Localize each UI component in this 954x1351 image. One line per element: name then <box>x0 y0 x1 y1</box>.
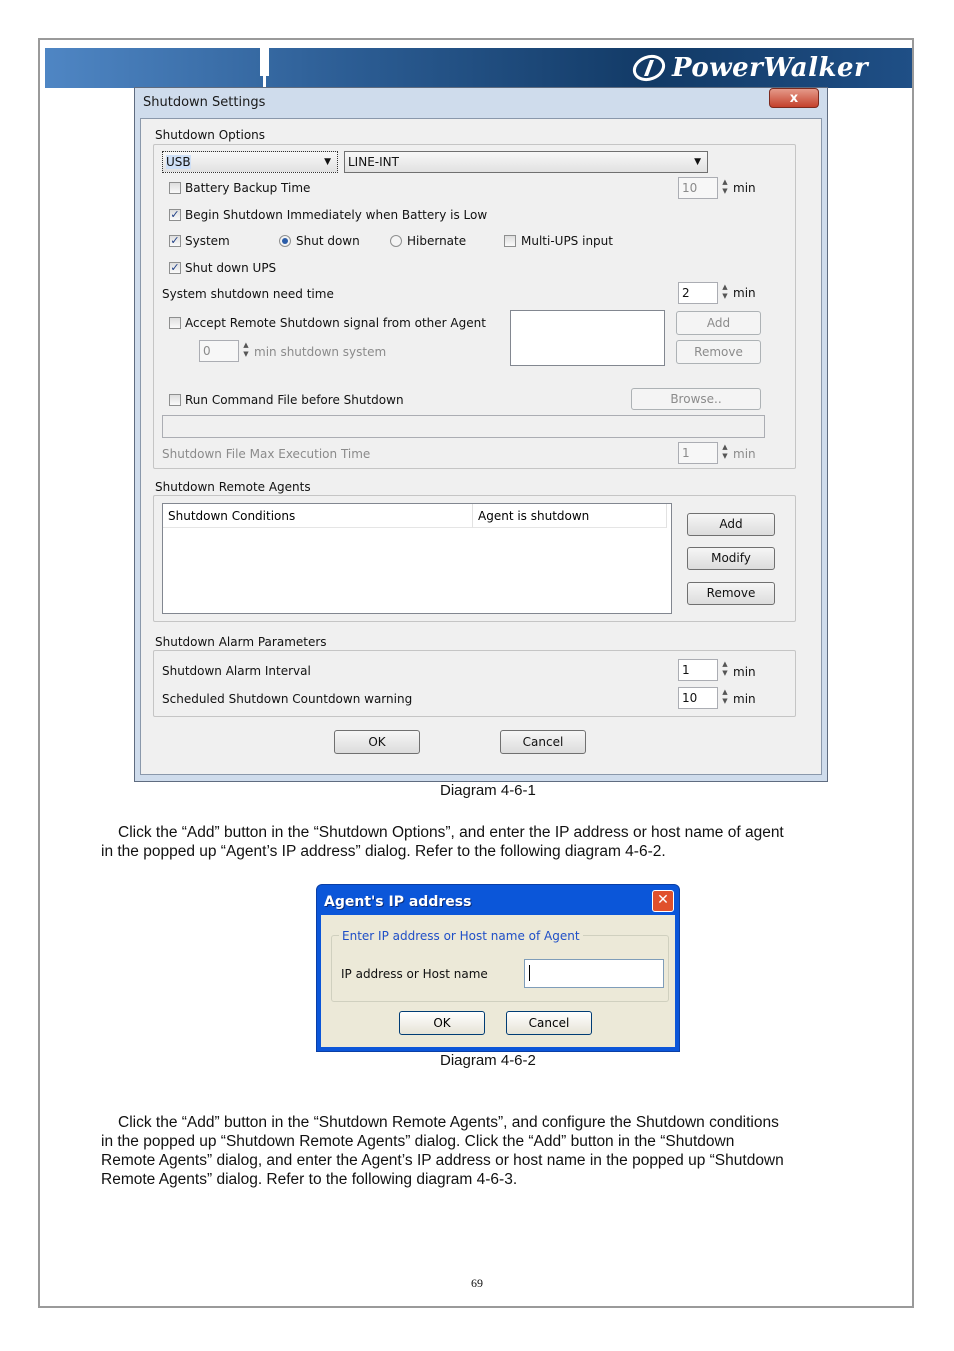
ip-address-input[interactable] <box>524 959 664 988</box>
begin-shutdown-checkbox[interactable]: ✓ <box>170 208 180 221</box>
alarm-interval-input[interactable]: 1 <box>678 659 718 681</box>
system-need-time-spinner[interactable]: ▲ ▼ <box>722 283 728 300</box>
paragraph-2-line-3: Remote Agents” dialog, and enter the Agent’s IP address or host name in the popped up “Shutdown <box>101 1152 784 1169</box>
shut-down-ups-checkbox[interactable]: ✓ <box>170 261 180 274</box>
paragraph-1-line-1: Click the “Add” button in the “Shutdown Options”, and enter the IP address or host name of agent <box>118 824 784 841</box>
shutdown-options-label: Shutdown Options <box>155 128 266 142</box>
remote-minutes-spinner[interactable]: ▲ ▼ <box>243 341 249 358</box>
max-exec-label: Shutdown File Max Execution Time <box>162 447 371 461</box>
countdown-unit: min <box>733 692 756 706</box>
remote-minutes-input[interactable]: 0 <box>199 340 239 362</box>
hibernate-radio[interactable] <box>390 235 402 247</box>
agent-ip-dialog-client <box>321 915 675 1047</box>
logo-text: PowerWalker <box>672 53 869 83</box>
countdown-spinner[interactable]: ▲ ▼ <box>722 688 728 705</box>
column-header-shutdown-conditions[interactable]: Shutdown Conditions <box>163 504 473 528</box>
countdown-label: Scheduled Shutdown Countdown warning <box>162 692 413 706</box>
run-command-checkbox[interactable] <box>169 394 181 406</box>
run-command-label: Run Command File before Shutdown <box>185 393 404 407</box>
system-label: System <box>185 234 230 248</box>
ok-button[interactable]: OK <box>334 730 420 754</box>
ip-field-label: IP address or Host name <box>341 967 488 981</box>
ups-type-value: LINE-INT <box>348 155 399 169</box>
alarm-interval-spinner[interactable]: ▲ ▼ <box>722 660 728 677</box>
battery-backup-spinner[interactable]: ▲ ▼ <box>722 178 728 195</box>
begin-shutdown-label: Begin Shutdown Immediately when Battery is Low <box>185 208 488 222</box>
accept-remote-label: Accept Remote Shutdown signal from other Agent <box>185 316 486 330</box>
max-exec-unit: min <box>733 447 756 461</box>
port-select[interactable] <box>162 151 338 173</box>
header-divider <box>260 48 269 76</box>
dialog-title: Shutdown Settings <box>143 95 266 110</box>
page-number: 69 <box>471 1276 483 1290</box>
battery-backup-input[interactable]: 10 <box>678 177 718 199</box>
agent-ip-dialog <box>316 884 680 1052</box>
remote-minutes-label: min shutdown system <box>254 345 387 359</box>
system-checkbox[interactable]: ✓ <box>170 234 180 247</box>
shutdown-settings-dialog <box>134 87 828 782</box>
remote-agent-list[interactable] <box>510 310 665 366</box>
chevron-down-icon: ▼ <box>694 157 701 167</box>
agent-ip-group-label: Enter IP address or Host name of Agent <box>339 929 583 943</box>
text-cursor <box>529 965 530 981</box>
multi-ups-checkbox[interactable] <box>504 235 516 247</box>
brand-logo <box>632 51 868 85</box>
battery-backup-label: Battery Backup Time <box>185 181 311 195</box>
alarm-interval-label: Shutdown Alarm Interval <box>162 664 311 678</box>
cancel-button[interactable]: Cancel <box>500 730 586 754</box>
command-path-input[interactable] <box>162 415 765 438</box>
browse-button[interactable]: Browse.. <box>631 388 761 410</box>
system-need-time-unit: min <box>733 286 756 300</box>
remote-agents-table[interactable] <box>162 503 672 614</box>
shutdown-options-remove-button[interactable]: Remove <box>676 340 761 364</box>
max-exec-spinner[interactable]: ▲ ▼ <box>722 443 728 460</box>
remote-agents-label: Shutdown Remote Agents <box>155 480 311 494</box>
hibernate-radio-label: Hibernate <box>407 234 467 248</box>
chevron-down-icon: ▼ <box>324 157 331 167</box>
remote-agents-modify-button[interactable]: Modify <box>687 547 775 570</box>
multi-ups-label: Multi-UPS input <box>521 234 613 248</box>
alarm-interval-unit: min <box>733 665 756 679</box>
agent-ip-cancel-button[interactable]: Cancel <box>506 1011 592 1035</box>
alarm-params-label: Shutdown Alarm Parameters <box>155 635 327 649</box>
close-button[interactable]: x <box>769 88 819 108</box>
battery-backup-unit: min <box>733 181 756 195</box>
paragraph-2-line-4: Remote Agents” dialog. Refer to the following diagram 4-6-3. <box>101 1171 518 1188</box>
ups-type-select[interactable] <box>344 151 708 173</box>
accept-remote-checkbox[interactable] <box>169 317 181 329</box>
system-need-time-label: System shutdown need time <box>162 287 334 301</box>
remote-agents-add-button[interactable]: Add <box>687 513 775 536</box>
battery-backup-checkbox[interactable] <box>169 182 181 194</box>
shut-down-ups-label: Shut down UPS <box>185 261 277 275</box>
close-icon[interactable]: ✕ <box>652 890 674 912</box>
paragraph-2-line-2: in the popped up “Shutdown Remote Agents” dialog. Click the “Add” button in the “Shutdown <box>101 1133 735 1150</box>
shutdown-options-add-button[interactable]: Add <box>676 311 761 335</box>
port-select-value: USB <box>166 155 191 169</box>
diagram-caption-1: Diagram 4-6-1 <box>440 782 536 799</box>
column-header-agent-is-shutdown[interactable]: Agent is shutdown <box>473 504 667 528</box>
paragraph-2-line-1: Click the “Add” button in the “Shutdown Remote Agents”, and configure the Shutdown conditions <box>118 1114 779 1131</box>
agent-ip-dialog-title: Agent's IP address <box>324 894 472 910</box>
max-exec-input[interactable]: 1 <box>678 442 718 464</box>
paragraph-2 <box>101 1113 861 1189</box>
dialog-client-area <box>140 118 822 775</box>
remote-agents-remove-button[interactable]: Remove <box>687 582 775 605</box>
system-need-time-input[interactable]: 2 <box>678 282 718 304</box>
paragraph-1-line-2: in the popped up “Agent’s IP address” dialog. Refer to the following diagram 4-6-2. <box>101 843 666 860</box>
countdown-input[interactable]: 10 <box>678 687 718 709</box>
shutdown-radio[interactable] <box>279 235 291 247</box>
diagram-caption-2: Diagram 4-6-2 <box>440 1052 536 1069</box>
shutdown-radio-label: Shut down <box>296 234 360 248</box>
powerwalker-logo-icon <box>632 54 666 82</box>
paragraph-1 <box>101 823 861 861</box>
agent-ip-ok-button[interactable]: OK <box>399 1011 485 1035</box>
